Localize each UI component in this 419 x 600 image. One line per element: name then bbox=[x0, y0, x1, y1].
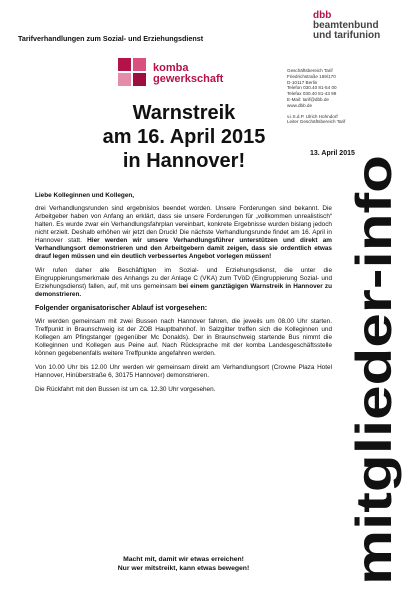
title-line3: in Hannover! bbox=[122, 150, 246, 172]
header-title: Tarifverhandlungen zum Sozial- und Erziehungsdienst bbox=[18, 34, 204, 43]
document-title bbox=[75, 101, 293, 173]
side-banner-text: mitglieder-info bbox=[346, 237, 402, 585]
paragraph-1 bbox=[35, 205, 332, 261]
contact-line: Friedrichstraße 169/170 bbox=[287, 73, 336, 79]
letter-body bbox=[35, 192, 332, 400]
paragraph-4: Von 10.00 Uhr bis 12.00 Uhr werden wir gemeinsam direkt am Verhandlungsort (Crowne Plaza Hotel Hannover, Hinüberstraße 6, 30175 Hannover) demonstrieren. bbox=[35, 364, 332, 379]
dbb-logo-line3: und tarifunion bbox=[313, 30, 381, 41]
paragraph-3: Wir werden gemeinsam mit zwei Bussen nach Hannover fahren, die jeweils um 08.00 Uhr starten. Treffpunkt in Braunschweig ist der ZOB Hauptbahnhof. In Salzgitter treffen sich die Kolleginnen und Kollegen am Pfingstanger (gegenüber Mc Donalds). Der in Braunschweig startende Bus nimmt die Kolleginnen und Kollegen aus Peine auf. Nach Rücksprache mit der komba Landesgeschäftsstelle können gegebenenfalls weitere Treffpunkte angefahren werden. bbox=[35, 318, 332, 357]
contact-line: D-10117 Berlin bbox=[287, 79, 318, 85]
signature-line: Leiter Geschäftsbereich Tarif bbox=[287, 119, 346, 125]
dbb-logo-line2: beamtenbund bbox=[313, 20, 379, 31]
contact-line: www.dbb.de bbox=[287, 102, 313, 108]
contact-block bbox=[287, 68, 377, 125]
salutation: Liebe Kolleginnen und Kollegen, bbox=[35, 192, 135, 199]
paragraph-2 bbox=[35, 267, 332, 299]
paragraph-5: Die Rückfahrt mit den Bussen ist um ca. 12.30 Uhr vorgesehen. bbox=[35, 386, 216, 393]
paragraph-2-text: Wir rufen daher alle Beschäftigten im Sozial- und Erziehungsdienst, die unter die Eingruppierungsmerkmale des Anhangs zu der Anlage C (VKA) zum TVöD (Eingruppierung Sozial- und Erziehungsdienst) fallen, auf, mit uns gemeinsam bbox=[35, 267, 332, 290]
komba-logo bbox=[118, 58, 223, 90]
komba-logo-line1: komba bbox=[153, 62, 189, 74]
dbb-logo-line1: dbb bbox=[313, 10, 332, 21]
paragraph-1-bold: Hier werden wir unsere Verhandlungsführer unterstützen und direkt am Verhandlungsort demonstrieren und den Arbeitgebern damit zeigen, dass sie ordentlich etwas drauf legen müssen und ein deutlich verbessertes Angebot vorlegen müssen! bbox=[35, 237, 332, 260]
title-line1: Warnstreik bbox=[132, 102, 236, 124]
signature-line: v.i.S.d.P. Ulrich Hohndorf bbox=[287, 113, 338, 119]
paragraph-1-text: drei Verhandlungsrunden sind ergebnislos beendet worden. Unsere Forderungen sind bekannt. Die Arbeitgeber haben von Anfang an erklärt, dass sie unsere Forderungen für „vollkommen unrealistisch“ halten. Es wurde zwar ein Verhandlungsfahrplan vereinbart, konkrete Ergebnisse wurden bislang jedoch nicht erzielt. Deshalb erhöhen wir jetzt den Druck! Die nächste Verhandlungsrunde findet am 16. April in Hannover statt. bbox=[35, 205, 332, 244]
contact-line: Geschäftsbereich Tarif bbox=[287, 68, 333, 73]
title-line2: am 16. April 2015 bbox=[102, 126, 266, 148]
closing-block bbox=[35, 555, 332, 573]
komba-logo-icon bbox=[118, 58, 150, 90]
contact-line: Telefax 030.40 81-43 99 bbox=[287, 91, 337, 97]
dbb-logo bbox=[313, 10, 405, 41]
contact-line: Telefon 030.40 81-54 00 bbox=[287, 85, 337, 91]
komba-logo-line2: gewerkschaft bbox=[153, 73, 224, 85]
closing-line2: Nur wer mitstreikt, kann etwas bewegen! bbox=[117, 565, 250, 572]
side-banner bbox=[343, 150, 403, 590]
contact-line: E-Mail: tarif@dbb.de bbox=[287, 96, 329, 102]
closing-line1: Macht mit, damit wir etwas erreichen! bbox=[123, 556, 244, 563]
paragraph-2-bold: bei einem ganztägigen Warnstreik in Hannover zu demonstrieren. bbox=[35, 283, 332, 298]
document-date: 13. April 2015 bbox=[310, 150, 355, 157]
section-heading: Folgender organisatorischer Ablauf ist vorgesehen: bbox=[35, 305, 208, 312]
